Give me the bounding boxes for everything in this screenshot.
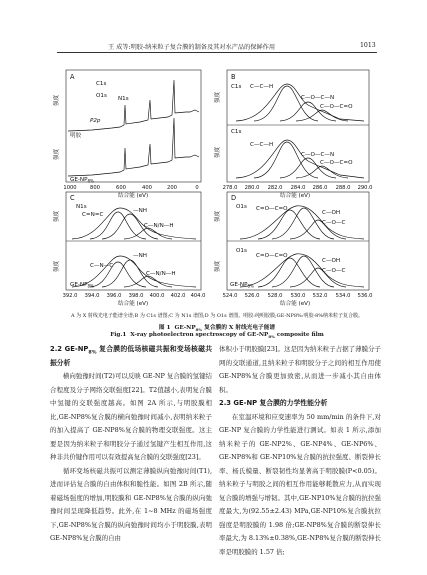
panel-c-bottom-peak-cn xyxy=(124,276,172,287)
panel-c-y-label-2: 强度 xyxy=(54,260,60,272)
panel-a-label: A xyxy=(70,73,75,81)
panel-b xyxy=(213,70,372,199)
panel-b-sub-c1s-top: C1s xyxy=(231,84,242,90)
section-2-2-para-cont: 体积小于明胶膜[23]。这是因为纳米粒子占据了薄膜分子网的交联通道,且纳米粒子和明胶分子之间的相互作用使 GE-NP8%复合膜更加致密,从而进一步减小其自由体积。 xyxy=(219,345,381,394)
panel-d-x-ticks xyxy=(223,293,373,299)
panel-c-top-label-cnc: C=N=C xyxy=(82,212,104,218)
panel-a-x-ticks xyxy=(63,185,198,191)
panel-c-tick-5: 400.0 xyxy=(149,293,165,299)
panel-a-tick-200: 200 xyxy=(167,185,177,191)
panel-b-tick-7: 290.0 xyxy=(357,185,373,191)
panel-a-peak-c1s: C1s xyxy=(96,81,107,87)
panel-b-y-label-2: 强度 xyxy=(215,146,221,158)
panel-c-y-label: 强度 xyxy=(54,210,60,222)
panel-d-label: D xyxy=(231,194,237,202)
panel-b-tick-3: 282.0 xyxy=(267,185,283,191)
panel-c-tick-7: 404.0 xyxy=(190,293,206,299)
panel-d xyxy=(213,192,372,307)
panel-d-tick-6: 534.0 xyxy=(335,293,351,299)
panel-b-x-label: 结合能 (eV) xyxy=(280,193,311,199)
panel-b-tick-5: 286.0 xyxy=(312,185,328,191)
panel-d-series-gene: $GE-NP_{8\%}$ xyxy=(230,282,254,289)
panel-c-x-ticks xyxy=(63,293,206,299)
panel-c-top-label-nh: —NH xyxy=(133,208,147,214)
panel-a-tick-1000: 1000 xyxy=(63,185,77,191)
panel-c-tick-2: 394.0 xyxy=(84,293,100,299)
panel-b-label: B xyxy=(231,73,236,81)
panel-a-spectrum-gene xyxy=(68,118,199,176)
panel-d-y-label-2: 强度 xyxy=(215,260,221,272)
running-title: 王 成等:明胶-纳米粒子复合膜的制备及其对水产品的保鲜作用 xyxy=(108,44,276,51)
panel-d-bottom-label-coco: C=O—C=O xyxy=(256,253,288,259)
panel-d-top-label-coc: C—O—C xyxy=(322,220,346,226)
panel-d-top-label-coh: C—OH xyxy=(322,210,341,216)
section-2-2-para-2: 循环变场核磁共振可以测定薄膜纵向弛豫时间(T1),进而评估复合膜的自由体积和脆性能。如图 2B 所示,随着磁场强度的增加,明胶膜和 GE-NP8%复合膜的纵向弛豫时间呈现降低趋势。此外,在 1~8 MHz 的磁场强度下,GE-NP8%复合膜的纵向弛豫时间均小于明胶膜,表明 GE-NP8%复合膜的自由 xyxy=(50,466,212,542)
panel-a-tick-0: 0 xyxy=(195,185,199,191)
panel-c-bottom-label-cn: C—N/N—H xyxy=(146,271,176,277)
panel-b-bottom-label-cocn: C—O—C—N xyxy=(301,152,335,158)
section-2-3-para-1: 在室温环境和应变速率为 50 mm/min 的条件下,对 GE-NP 复合膜的力学性能进行测试。如表 1 所示,添加纳米粒子的 GE-NP2%、GE-NP4%、GE-NP6%、GE-NP8%和 GE-NP10%复合膜的抗拉强度、断裂伸长率、杨氏模量、断裂韧性均显著高于明胶膜(P<0.05)。纳米粒子与明胶之间的相互作用能够耗散应力,从而实现复合膜的增强与增韧。其中,GE-NP10%复合膜的抗拉强度最大,为(92.55±2.43) MPa,GE-NP10%复合膜抗拉强度是明胶膜的 1.98 倍;GE-NP8%复合膜的断裂伸长率最大,为 8.13%±0.38%,GE-NP8%复合膜的断裂伸长率是明胶膜的 1.57 倍; xyxy=(219,412,381,556)
panel-a-series-gelatin: 明胶 xyxy=(70,133,82,139)
panel-b-bottom-label-cch: C—C—H xyxy=(250,142,274,148)
panel-a-series-gene: $GE-NP_{8\%}$ xyxy=(70,177,94,184)
panel-a-frame xyxy=(66,70,201,182)
panel-b-tick-6: 288.0 xyxy=(335,185,351,191)
panel-d-bottom-label-coc: C—O—C xyxy=(322,268,346,274)
panel-d-x-label: 结合能 (eV) xyxy=(280,301,311,307)
panel-d-tick-4: 530.0 xyxy=(290,293,306,299)
figure-caption-en: Fig.1 X-ray photoelectron spectroscopy of $GE-NP_{8\%}$ composite film xyxy=(110,332,324,340)
panel-a-tick-600: 600 xyxy=(116,185,126,191)
panel-c-top-label-cn: C—N/N—H xyxy=(144,223,174,229)
panel-c-bottom-envelope xyxy=(72,256,196,287)
panel-b-top-peak-cch xyxy=(254,86,318,121)
panel-b-tick-2: 280.0 xyxy=(244,185,260,191)
section-2-3-title: 2.3 GE-NP 复合膜的力学性能分析 xyxy=(219,399,328,407)
panel-c-bottom-label-cnc: C—N—C xyxy=(90,263,114,269)
panel-d-y-label: 强度 xyxy=(215,210,221,222)
panel-a-spectrum-gelatin xyxy=(68,80,199,131)
figure-caption-explain: A 为 X 射线光电子能谱全谱;B 为 C1s 谱图;C 为 N1s 谱图;D 为 O1s 谱图。明胶:纯明胶膜;GE-NP8%:明胶-8%纳米粒子复合膜。 xyxy=(70,313,364,319)
panel-c xyxy=(52,192,205,307)
page-number: 1013 xyxy=(360,42,376,49)
panel-d-sub-o1s-bottom: O1s xyxy=(236,248,247,254)
panel-d-tick-5: 532.0 xyxy=(312,293,328,299)
panel-b-top-label-cocn: C—O—C—N xyxy=(301,95,335,101)
panel-d-tick-2: 526.0 xyxy=(244,293,260,299)
panel-a-y-label-2: 强度 xyxy=(54,148,60,160)
panel-d-sub-o1s-top: O1s xyxy=(236,204,247,210)
panel-b-tick-1: 278.0 xyxy=(222,185,238,191)
panel-c-tick-4: 398.0 xyxy=(128,293,144,299)
panel-a-tick-400: 400 xyxy=(142,185,152,191)
panel-c-sub-n1s: N1s xyxy=(76,204,87,210)
panel-d-tick-1: 524.0 xyxy=(222,293,238,299)
section-2-2-para-1: 横向弛豫时间(T2)可以反映 GE-NP 复合膜的氢键结合程度及分子网络交联强度[22]。T2值越小,表明复合膜中氢键的交联强度越高。如图 2A 所示,与明胶膜相比,GE-NP8%复合膜的横向弛豫时间减小,表明纳米粒子的加入提高了 GE-NP8%复合膜的物理交联强度。这主要是因为纳米粒子和明胶分子通过氢键产生相互作用,这种非共价键作用可以有效提高复合膜的交联强度[23]。 xyxy=(50,372,212,461)
panel-d-bottom-label-coh: C—OH xyxy=(322,258,341,264)
panel-c-series-gene: $GE-NP_{8\%}$ xyxy=(70,282,94,289)
panel-a-tick-800: 800 xyxy=(90,185,100,191)
figure-caption-zh: 图 1 $GE-NP_{8\%}$ 复合膜的 X 射线光电子能谱 xyxy=(158,325,276,333)
panel-a-y-label: 强度 xyxy=(54,94,60,106)
section-2-2-title: 2.2 $GE-NP_{8\%}$ 复合膜的低场核磁共振和变场核磁共振分析 xyxy=(50,345,212,367)
panel-d-tick-7: 536.0 xyxy=(357,293,373,299)
panel-b-top-label-cch: C—C—H xyxy=(250,84,274,90)
panel-a xyxy=(52,70,201,199)
panel-a-peak-o1s: O1s xyxy=(96,93,107,99)
panel-b-tick-4: 284.0 xyxy=(290,185,306,191)
panel-a-x-label: 结合能 (eV) xyxy=(118,193,149,199)
panel-d-top-label-coco: C=O—C=O xyxy=(256,206,288,212)
panel-c-x-label: 结合能 (eV) xyxy=(118,301,149,307)
panel-c-tick-1: 392.0 xyxy=(62,293,78,299)
right-column xyxy=(219,343,381,559)
panel-d-tick-3: 528.0 xyxy=(267,293,283,299)
left-column xyxy=(50,343,212,546)
panel-c-tick-3: 396.0 xyxy=(106,293,122,299)
panel-c-bottom-label-nh: —NH xyxy=(133,253,147,259)
panel-a-peak-n1s: N1s xyxy=(118,96,129,102)
panel-b-x-ticks xyxy=(223,185,373,191)
panel-b-y-label: 强度 xyxy=(215,91,221,103)
panel-b-bottom-label-coco: C—O—C=O xyxy=(320,160,353,166)
panel-b-sub-c1s-bottom: C1s xyxy=(231,129,242,135)
panel-a-peak-p2p: P2p xyxy=(90,118,101,124)
panel-c-tick-6: 402.0 xyxy=(170,293,186,299)
panel-c-label: C xyxy=(70,194,75,202)
panel-b-top-label-coco: C—O—C=O xyxy=(320,104,353,110)
